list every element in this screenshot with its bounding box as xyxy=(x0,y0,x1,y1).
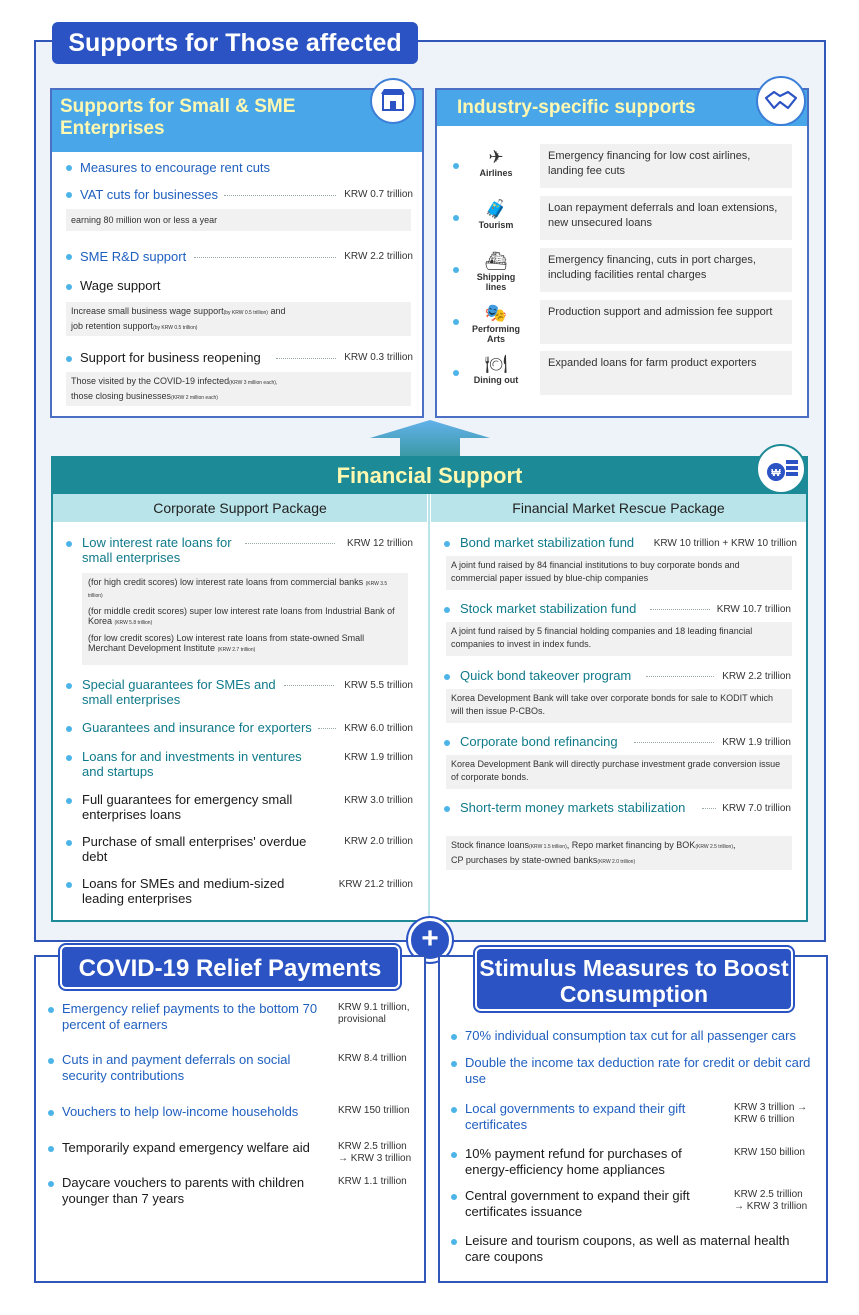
industry-panel-title: Industry-specific supports xyxy=(437,90,807,126)
market-short: Short-term money markets stabilization xyxy=(460,800,686,815)
market-stock-note: A joint fund raised by 5 financial holding companies and 18 leading financial companies to invest in index funds. xyxy=(446,622,792,656)
dining-icon-glyph: 🍽 xyxy=(484,354,508,374)
corp-full: Full guarantees for emergency small enterprises loans xyxy=(82,792,293,822)
market-refin: Corporate bond refinancing xyxy=(460,734,618,749)
corp-loans-sme: Loans for SMEs and medium-sized leading enterprises xyxy=(82,876,285,906)
corp-low-interest-amount: KRW 12 trillion xyxy=(347,538,413,549)
market-bond-amount: KRW 10 trillion + KRW 10 trillion xyxy=(653,538,797,549)
sme-wage: Wage support xyxy=(80,278,161,293)
relief-item: Cuts in and payment deferrals on social security contributions xyxy=(62,1052,291,1083)
stimulus-item: Double the income tax deduction rate for credit or debit card use xyxy=(465,1055,811,1086)
up-arrow xyxy=(340,418,520,458)
stimulus-item: 10% payment refund for purchases of energy-efficiency home appliances xyxy=(465,1146,682,1177)
relief-item: Daycare vouchers to parents with children younger than 7 years xyxy=(62,1175,305,1206)
industry-label: Performing Arts xyxy=(471,324,520,344)
page-title: Supports for Those affected xyxy=(52,22,418,64)
stimulus-item: Central government to expand their gift certificates issuance xyxy=(465,1188,690,1219)
stimulus-item: Leisure and tourism coupons, as well as maternal health care coupons xyxy=(465,1233,790,1264)
relief-item: Vouchers to help low-income households xyxy=(62,1104,299,1119)
stimulus-item: 70% individual consumption tax cut for all passenger cars xyxy=(465,1028,796,1043)
market-stock-amount: KRW 10.7 trillion xyxy=(716,604,791,615)
plus-icon: + xyxy=(408,918,452,962)
market-refin-note: Korea Development Bank will directly purchase investment grade conversion issue of corporate bonds. xyxy=(446,755,792,789)
relief-amount: KRW 8.4 trillion xyxy=(338,1053,407,1064)
stimulus-item: Local governments to expand their gift certificates xyxy=(465,1101,686,1132)
market-package-title: Financial Market Rescue Package xyxy=(431,494,806,522)
svg-text:₩: ₩ xyxy=(771,468,781,479)
luggage-icon-glyph: 🧳 xyxy=(484,199,508,219)
airplane-icon-glyph: ✈ xyxy=(488,147,504,167)
corp-special-amount: KRW 5.5 trillion xyxy=(344,680,413,691)
relief-amount: KRW 9.1 trillion, provisional xyxy=(338,1002,410,1025)
coins-icon xyxy=(756,444,806,494)
ship-icon-glyph: ⛴ xyxy=(484,251,508,271)
sme-rent: Measures to encourage rent cuts xyxy=(80,160,271,175)
industry-label: Airlines xyxy=(479,168,513,178)
relief-item: Temporarily expand emergency welfare aid xyxy=(62,1140,310,1155)
industry-label: Dining out xyxy=(473,375,519,385)
sme-reopen-note: Those visited by the COVID-19 infected(KRW 3 million each), those closing businesses(KRW 2 million each) xyxy=(66,372,411,406)
sme-vat: VAT cuts for businesses xyxy=(80,187,219,202)
market-short-note: Stock finance loans(KRW 1.5 trillion), Repo market financing by BOK(KRW 2.5 trillion), CP purchases by state-owned banks(KRW 2.0 trillion) xyxy=(446,836,792,870)
market-quick-amount: KRW 2.2 trillion xyxy=(722,671,791,682)
industry-description: Expanded loans for farm product exporters xyxy=(540,351,792,395)
corp-purchase-amount: KRW 2.0 trillion xyxy=(344,836,413,847)
sme-wage-note: Increase small business wage support(by KRW 0.5 trillion) and job retention support(by KRW 0.5 trillion) xyxy=(66,302,411,336)
package-divider xyxy=(428,494,430,920)
industry-label: Tourism xyxy=(478,220,514,230)
handshake-icon xyxy=(756,76,806,126)
corp-ventures: Loans for and investments in ventures and startups xyxy=(82,749,302,779)
stage-icon xyxy=(466,302,526,344)
sme-panel-title: Supports for Small & SME Enterprises xyxy=(52,90,422,152)
corp-low-interest-notes: (for high credit scores) low interest rate loans from commercial banks (KRW 3.5 trillion) (for middle credit scores) super low interest rate loans from Industrial Bank of Korea (KRW 5.8 trillion) (for low credit scores) Low interest rate loans from state-owned Small Merchant Development Institute (KRW 2.7 trillion) xyxy=(82,573,408,665)
financial-title: Financial Support xyxy=(53,458,806,494)
market-quick-note: Korea Development Bank will take over corporate bonds for sale to KODIT which will then issue P-CBOs. xyxy=(446,689,792,723)
relief-amount: KRW 2.5 trillion → KRW 3 trillion xyxy=(338,1141,412,1164)
industry-label: Shipping lines xyxy=(476,272,516,292)
corp-exporters: Guarantees and insurance for exporters xyxy=(82,720,312,735)
stimulus-title: Stimulus Measures to Boost Consumption xyxy=(475,947,793,1011)
stimulus-amount: KRW 150 billion xyxy=(734,1147,805,1158)
market-stock: Stock market stabilization fund xyxy=(460,601,637,616)
industry-description: Loan repayment deferrals and loan extensions, new unsecured loans xyxy=(540,196,792,240)
market-short-amount: KRW 7.0 trillion xyxy=(722,803,791,814)
industry-description: Production support and admission fee support xyxy=(540,300,792,344)
sme-rnd: SME R&D support xyxy=(80,249,187,264)
corp-full-amount: KRW 3.0 trillion xyxy=(344,795,413,806)
store-icon xyxy=(370,78,416,124)
corp-purchase: Purchase of small enterprises' overdue debt xyxy=(82,834,307,864)
corp-loans-sme-amount: KRW 21.2 trillion xyxy=(338,879,413,890)
corp-special: Special guarantees for SMEs and small enterprises xyxy=(82,677,276,707)
corp-exporters-amount: KRW 6.0 trillion xyxy=(344,723,413,734)
ship-icon xyxy=(466,250,526,292)
stimulus-amount: KRW 2.5 trillion → KRW 3 trillion xyxy=(734,1189,808,1212)
sme-reopen: Support for business reopening xyxy=(80,350,261,365)
dining-icon xyxy=(466,353,526,385)
corporate-package-title: Corporate Support Package xyxy=(53,494,427,522)
industry-description: Emergency financing for low cost airlines, landing fee cuts xyxy=(540,144,792,188)
sme-reopen-amount: KRW 0.3 trillion xyxy=(344,352,413,363)
market-refin-amount: KRW 1.9 trillion xyxy=(722,737,791,748)
corp-ventures-amount: KRW 1.9 trillion xyxy=(344,752,413,763)
relief-amount: KRW 150 trillion xyxy=(338,1105,410,1116)
corp-low-interest: Low interest rate loans for small enterprises xyxy=(82,535,232,565)
stimulus-amount: KRW 3 trillion → KRW 6 trillion xyxy=(734,1102,808,1125)
airplane-icon xyxy=(466,146,526,178)
sme-vat-note: earning 80 million won or less a year xyxy=(66,209,411,231)
market-quick: Quick bond takeover program xyxy=(460,668,632,683)
stage-icon-glyph: 🎭 xyxy=(484,303,508,323)
relief-item: Emergency relief payments to the bottom 70 percent of earners xyxy=(62,1001,318,1032)
sme-rnd-amount: KRW 2.2 trillion xyxy=(344,251,413,262)
relief-title: COVID-19 Relief Payments xyxy=(60,945,400,989)
industry-description: Emergency financing, cuts in port charges, including facilities rental charges xyxy=(540,248,792,292)
sme-vat-amount: KRW 0.7 trillion xyxy=(344,189,413,200)
market-bond: Bond market stabilization fund xyxy=(460,535,635,550)
market-bond-note: A joint fund raised by 84 financial institutions to buy corporate bonds and commercial paper issued by blue-chip companies xyxy=(446,556,792,590)
relief-amount: KRW 1.1 trillion xyxy=(338,1176,407,1187)
luggage-icon xyxy=(466,198,526,230)
